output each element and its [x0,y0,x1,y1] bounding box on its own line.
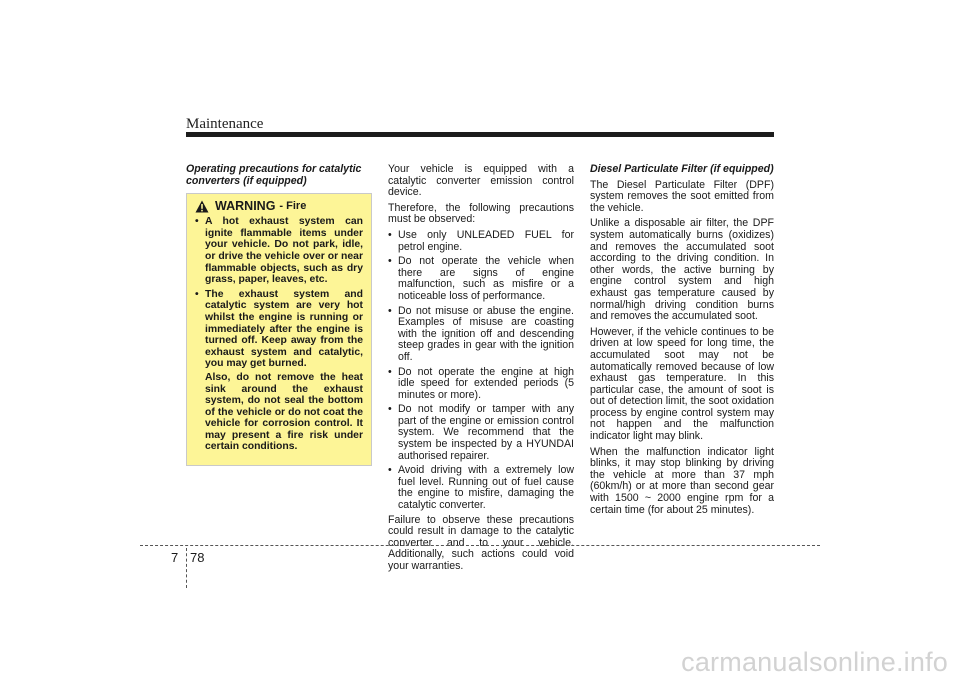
catalytic-section-title: Operating precautions for catalytic converters (if equipped) [186,163,362,187]
warning-item: • A hot exhaust system can ignite flammable items under your vehicle. Do not park, idle, or drive the vehicle over or near flammable objects, such as dry grass, paper, leaves, etc. [195,216,363,286]
column-catalytic-warning [186,164,372,466]
precaution-list [388,230,574,512]
dpf-paragraph: However, if the vehicle continues to be driven at low speed for long time, the accumulated soot may not be automatically removed because of low exhaust gas temperature. In this particular case, the amount of soot is out of detection limit, the soot oxidation process by engine control system may not happen and the malfunction indicator light may blink. [590,325,774,443]
section-header: Maintenance [186,116,264,132]
warning-label: WARNING [215,198,276,213]
footer-divider [140,545,820,546]
intro-paragraph: Your vehicle is equipped with a catalytic converter emission control device. [388,163,574,199]
precaution-item: • Use only UNLEADED FUEL for petrol engine. [388,230,574,253]
warning-item: • The exhaust system and catalytic system are very hot whilst the engine is running or immediately after the engine is turned off. Keep away from the exhaust system and catalytic, you may get burned. [195,289,363,370]
dpf-section-title: Diesel Particulate Filter (if equipped) [590,163,774,175]
warning-type: - Fire [279,199,307,212]
fire-warning-box [186,193,372,466]
precaution-item: • Do not operate the vehicle when there are signs of engine malfunction, such as misfire or a noticeable loss of performance. [388,256,574,302]
precaution-item: • Avoid driving with a extremely low fuel level. Running out of fuel cause the engine to misfire, damaging the catalytic converter. [388,465,574,511]
column-dpf [590,164,774,520]
closing-paragraph: Failure to observe these precautions could result in damage to the catalytic converter and to your vehicle. Additionally, such actions could void your warranties. [388,513,574,572]
dpf-paragraph: When the malfunction indicator light blinks, it may stop blinking by driving the vehicle at more than 37 mph (60km/h) or at more than second gear with 1500 ~ 2000 engine rpm for a certain time (for about 25 minutes). [590,445,774,516]
watermark: carmanualsonline.info [681,647,948,677]
warning-list [195,216,363,370]
column-catalytic-precautions [388,164,574,577]
footer-vertical-divider [186,548,187,588]
precaution-item: • Do not modify or tamper with any part of the engine or emission control system. We recommend that the system be inspected by a HYUNDAI authorised repairer. [388,404,574,462]
warning-triangle-icon [195,200,209,213]
header-rule [186,135,774,136]
warning-continuation: Also, do not remove the heat sink around the exhaust system, do not seal the bottom of the vehicle or do not coat the vehicle for corrosion control. It may present a fire risk under certain conditions. [205,371,363,453]
dpf-paragraph: Unlike a disposable air filter, the DPF system automatically burns (oxidizes) and removes the accumulated soot according to the driving condition. In other words, the active burning by engine control system and high exhaust gas temperature caused by normal/high driving condition burns and removes the accumulated soot. [590,217,774,323]
dpf-paragraph: The Diesel Particulate Filter (DPF) system removes the soot emitted from the vehicle. [590,178,774,214]
precaution-item: • Do not misuse or abuse the engine. Examples of misuse are coasting with the ignition off and descending steep grades in gear with the ignition off. [388,306,574,364]
intro-paragraph: Therefore, the following precautions must be observed: [388,201,574,226]
chapter-number: 7 [171,550,179,565]
warning-header [195,200,363,213]
precaution-item: • Do not operate the engine at high idle speed for extended periods (5 minutes or more). [388,367,574,402]
page-number: 78 [190,550,205,565]
